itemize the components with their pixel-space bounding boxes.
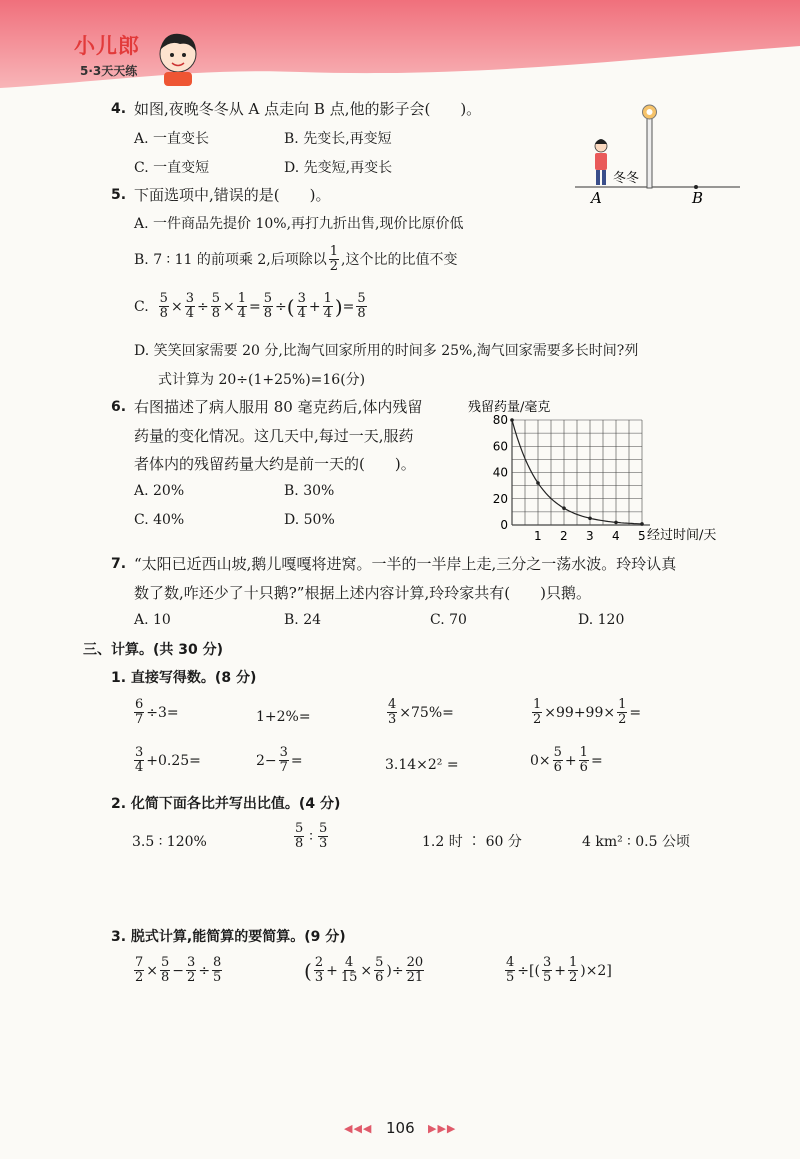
c2-item-4: 4 km² ∶ 0.5 公顷 xyxy=(582,834,690,850)
data-point xyxy=(588,517,592,521)
c2-item-3: 1.2 时 ∶ 60 分 xyxy=(422,834,522,850)
footer-left-arrows: ◀◀◀ xyxy=(344,1122,373,1135)
c2-title: 2. 化简下面各比并写出比值。(4 分) xyxy=(111,796,341,812)
c1-item-3: $\frac{4}{3}$ ×75%= xyxy=(388,697,454,727)
q7-option-d: D. 120 xyxy=(578,612,625,628)
footer-right-arrows: ▶▶▶ xyxy=(428,1122,457,1135)
q4-option-b: B. 先变长,再变短 xyxy=(284,131,392,147)
section-3-title: 三、计算。(共 30 分) xyxy=(83,642,224,658)
x-tick-label: 3 xyxy=(586,529,594,543)
q7-option-b: B. 24 xyxy=(284,612,322,628)
data-point xyxy=(614,521,618,525)
series-name: 5·3天天练 xyxy=(80,64,138,78)
x-tick-label: 1 xyxy=(534,529,542,543)
lamp-post xyxy=(647,118,652,188)
c1-item-7: 3.14×2² = xyxy=(385,757,459,773)
c3-expr-3: $\frac{4}{5}$ ÷[( $\frac{3}{5}$ + $\frac{1}{2}$ )×2] xyxy=(506,955,612,985)
q5-option-d-line2: 式计算为 20÷(1+25%)=16(分) xyxy=(158,372,366,388)
q5-option-a: A. 一件商品先提价 10%,再打九折出售,现价比原价低 xyxy=(134,216,464,232)
q7-number: 7. xyxy=(111,556,127,572)
c1-item-6: 2− $\frac{3}{7}$ = xyxy=(256,745,303,775)
data-point xyxy=(510,418,514,422)
c1-item-5: $\frac{3}{4}$ +0.25= xyxy=(135,745,201,775)
q6-option-a: A. 20% xyxy=(134,483,185,499)
c1-item-8: 0× $\frac{5}{6}$ + $\frac{1}{6}$ = xyxy=(530,745,603,775)
chart-ylabel: 残留药量/毫克 xyxy=(468,400,551,415)
y-tick-label: 40 xyxy=(492,465,508,480)
figure-point-a: A xyxy=(591,189,602,207)
chart-xlabel: 经过时间/天 xyxy=(647,528,717,543)
x-tick-label: 4 xyxy=(612,529,620,543)
y-tick-label: 20 xyxy=(492,491,508,506)
c1-item-1: $\frac{6}{7}$ ÷3= xyxy=(135,697,179,727)
c2-item-2: $\frac{5}{8}$ ∶ $\frac{5}{3}$ xyxy=(295,821,328,851)
c1-title: 1. 直接写得数。(8 分) xyxy=(111,670,257,686)
c3-title: 3. 脱式计算,能简算的要简算。(9 分) xyxy=(111,929,346,945)
residual-drug-chart xyxy=(460,395,760,545)
mascot-icon xyxy=(150,28,210,88)
q4-option-c: C. 一直变短 xyxy=(134,160,210,176)
data-point xyxy=(536,481,540,485)
q4-option-d: D. 先变短,再变长 xyxy=(284,160,393,176)
q7-option-c: C. 70 xyxy=(430,612,467,628)
q5-number: 5. xyxy=(111,187,127,203)
q5-option-b-post: ,这个比的比值不变 xyxy=(341,251,458,268)
q4-number: 4. xyxy=(111,101,127,117)
page-header xyxy=(0,0,800,100)
page-number: 106 xyxy=(386,1119,415,1137)
q6-line-2: 药量的变化情况。这几天中,每过一天,服药 xyxy=(134,427,414,445)
c1-item-4: $\frac{1}{2}$ ×99+99× $\frac{1}{2}$ = xyxy=(533,697,642,727)
q4-option-a: A. 一直变长 xyxy=(134,131,210,147)
q6-line-3: 者体内的残留药量大约是前一天的( )。 xyxy=(134,455,416,473)
data-point xyxy=(640,522,644,526)
q5-option-c: C. $\frac{5}{8}$ × $\frac{3}{4}$ ÷ $\frac{5}{8}$ × $\frac{1}{4}$ = $\frac{5}{8}$ ÷ ( $\frac{3}{4}$ + $\frac{1}{4}$ ) = $\frac{5}{8}$ xyxy=(134,291,366,321)
c2-item-1: 3.5 ∶ 120% xyxy=(132,834,207,850)
q7-line-1: “太阳已近西山坡,鹅儿嘎嘎将进窝。一半的一半岸上走,三分之一荡水波。玲玲认真 xyxy=(134,555,677,573)
brand-logo: 小儿郎 xyxy=(74,34,140,58)
q5-option-b: B. 7 ∶ 11 的前项乘 2,后项除以 $\frac{1}{2}$ ,这个比的比值不变 xyxy=(134,244,458,274)
q5-stem: 下面选项中,错误的是( )。 xyxy=(134,186,331,204)
q6-line-1: 右图描述了病人服用 80 毫克药后,体内残留 xyxy=(134,398,423,416)
figure-point-b: B xyxy=(692,189,704,207)
y-tick-label: 80 xyxy=(492,413,508,427)
q7-option-a: A. 10 xyxy=(134,612,171,628)
c1-item-2: 1+2%= xyxy=(256,709,311,725)
data-point xyxy=(562,506,566,510)
y-tick-label: 0 xyxy=(500,518,508,532)
q5-option-c-label: C. xyxy=(134,298,149,315)
c3-expr-1: $\frac{7}{2}$ × $\frac{5}{8}$ − $\frac{3}{2}$ ÷ $\frac{8}{5}$ xyxy=(135,955,222,985)
x-tick-label: 2 xyxy=(560,529,568,543)
q4-stem: 如图,夜晚冬冬从 A 点走向 B 点,他的影子会( )。 xyxy=(134,100,482,118)
lamp-figure xyxy=(575,100,745,212)
y-tick-label: 60 xyxy=(492,439,508,454)
q6-option-b: B. 30% xyxy=(284,483,335,499)
chart-grid xyxy=(512,420,650,525)
q6-number: 6. xyxy=(111,399,127,415)
q6-option-d: D. 50% xyxy=(284,512,335,528)
q6-option-c: C. 40% xyxy=(134,512,185,528)
x-tick-label: 5 xyxy=(638,529,646,543)
q5-option-b-pre: B. 7 ∶ 11 的前项乘 2,后项除以 xyxy=(134,251,327,268)
q5-option-d-line1: D. 笑笑回家需要 20 分,比淘气回家所用的时间多 25%,淘气回家需要多长时间?列 xyxy=(134,343,639,359)
c3-expr-2: ( $\frac{2}{3}$ + $\frac{4}{15}$ × $\frac{5}{6}$ )÷ $\frac{20}{21}$ xyxy=(304,955,424,985)
figure-name-label: 冬冬 xyxy=(613,171,640,186)
q7-line-2: 数了数,咋还少了十只鹅?”根据上述内容计算,玲玲家共有( )只鹅。 xyxy=(134,584,591,602)
